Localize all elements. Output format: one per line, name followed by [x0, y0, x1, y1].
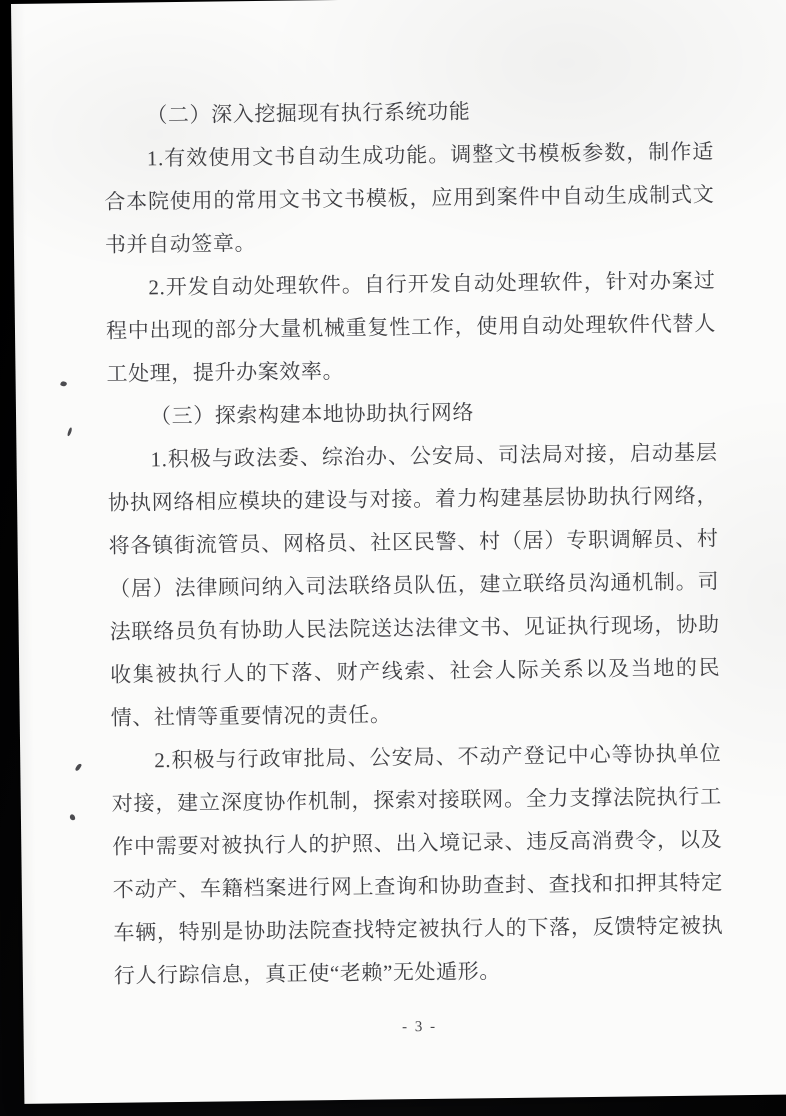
- section-heading-3: （三）探索构建本地协助执行网络: [149, 400, 475, 429]
- section-heading-2: （二）深入挖掘现有执行系统功能: [146, 99, 471, 128]
- scan-speckle: [60, 380, 67, 387]
- scan-speckle: [69, 814, 75, 821]
- page-number: - 3 -: [401, 1018, 438, 1036]
- paragraph-joint-enforcement: 2.积极与行政审批局、公安局、不动产登记中心等协执单位对接，建立深度协作机制，探索对接联网。全力支撑法院执行工作中需要对被执行人的护照、出入境记录、违反高消费令，以及不动产、车籍档案进行网上查询和协助查封、查找和扣押其特定车辆，特别是协助法院查找特定被执行人的下落，反馈特定被执行人行踪信息，真正使“老赖”无处遁形。: [111, 741, 724, 988]
- document-content: [103, 87, 724, 997]
- scan-speckle: [75, 763, 82, 772]
- scan-speckle: [67, 427, 73, 436]
- paragraph-auto-software: 2.开发自动处理软件。自行开发自动处理软件，针对办案过程中出现的部分大量机械重复性工作，使用自动处理软件代替人工处理，提升办案效率。: [105, 268, 717, 386]
- document-page: [11, 0, 786, 1104]
- paragraph-doc-generation: 1.有效使用文书自动生成功能。调整文书模板参数，制作适合本院使用的常用文书文书模板，应用到案件中自动生成制式文书并自动签章。: [104, 139, 715, 257]
- paragraph-liaison-network: 1.积极与政法委、综治办、公安局、司法局对接，启动基层协执网络相应模块的建设与对接。着力构建基层协助执行网络，将各镇街流管员、网格员、社区民警、村（居）专职调解员、村（居）法律顾问纳入司法联络员队伍，建立联络员沟通机制。司法联络员负有协助人民法院送达法律文书、见证执行现场，协助收集被执行人的下落、财产线索、社会人际关系以及当地的民情、社情等重要情况的责任。: [107, 440, 721, 730]
